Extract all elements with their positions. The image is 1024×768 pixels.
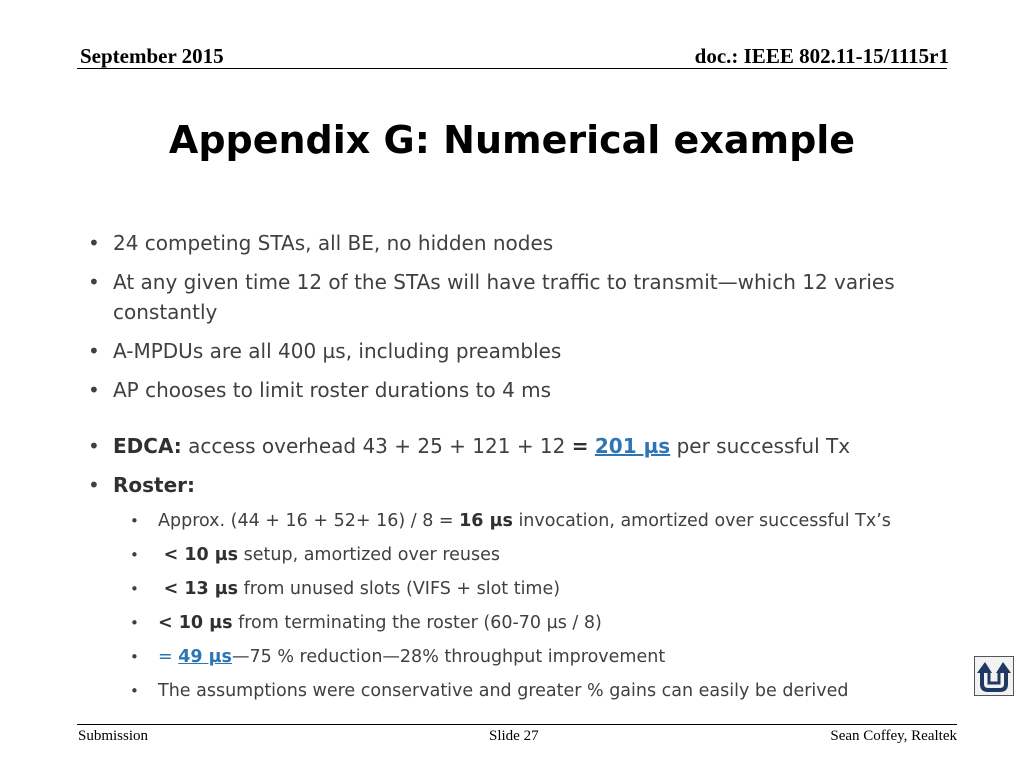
edca-text: access overhead 43 + 25 + 121 + 12	[181, 434, 572, 458]
bullet-text: At any given time 12 of the STAs will have traffic to transmit—which 12 varies constantly	[113, 270, 895, 324]
bullet-text: AP chooses to limit roster durations to 4 ms	[113, 378, 552, 402]
header-doc-id: doc.: IEEE 802.11-15/1115r1	[694, 44, 949, 68]
roster-subitem: • Approx. (44 + 16 + 52+ 16) / 8 = 16 µs invocation, amortized over successful Tx’s	[130, 511, 891, 531]
roster-subitem-value: < 10 µs	[163, 545, 239, 565]
edca-label: EDCA:	[113, 434, 182, 458]
return-arrow-icon	[975, 657, 1013, 695]
footer-author: Sean Coffey, Realtek	[830, 728, 957, 744]
slide-title: Appendix G: Numerical example	[168, 118, 856, 162]
roster-subitem: • = 49 µs—75 % reduction—28% throughput improvement	[130, 647, 666, 667]
edca-tail: per successful Tx	[670, 434, 851, 458]
roster-subitem-text: —75 % reduction—28% throughput improvement	[231, 647, 666, 667]
roster-subitem-text: from terminating the roster (60-70 µs / 8)	[232, 613, 602, 633]
bullet-text: 24 competing STAs, all BE, no hidden nodes	[113, 231, 554, 255]
roster-subitem-text: Approx. (44 + 16 + 52+ 16) / 8 =	[158, 511, 460, 531]
roster-subitem: • < 10 µs from terminating the roster (60-70 µs / 8)	[130, 613, 602, 633]
footer-divider	[77, 724, 957, 725]
edca-equals: =	[571, 434, 589, 458]
roster-result-link[interactable]: 49 µs	[178, 647, 232, 667]
roster-subitem: • < 10 µs setup, amortized over reuses	[130, 545, 500, 565]
bullet-item: • AP chooses to limit roster durations to 4 ms	[88, 378, 552, 402]
header-divider	[77, 68, 947, 69]
header-date: September 2015	[80, 44, 224, 68]
bullet-item: • 24 competing STAs, all BE, no hidden nodes	[88, 231, 554, 255]
footer-slide-number: Slide 27	[489, 728, 539, 744]
bullet-item: • A-MPDUs are all 400 µs, including preambles	[88, 339, 562, 363]
roster-subitem-text: from unused slots (VIFS + slot time)	[238, 579, 561, 599]
roster-subitem-value: < 10 µs	[158, 613, 233, 633]
edca-bullet: • EDCA: access overhead 43 + 25 + 121 + 12 = 201 µs per successful Tx	[88, 434, 851, 458]
bullet-text: A-MPDUs are all 400 µs, including preambles	[113, 339, 562, 363]
roster-subitem-text: setup, amortized over reuses	[238, 545, 500, 565]
roster-bullet: • Roster:	[88, 473, 196, 497]
roster-subitem-text: invocation, amortized over successful Tx’s	[512, 511, 891, 531]
footer-submission: Submission	[78, 728, 149, 744]
edca-value-link[interactable]: 201 µs	[594, 434, 671, 458]
return-button[interactable]	[974, 656, 1014, 696]
roster-label: Roster:	[113, 473, 196, 497]
roster-subitem-value: 16 µs	[459, 511, 513, 531]
roster-subitem: • The assumptions were conservative and greater % gains can easily be derived	[130, 681, 849, 701]
roster-subitem-equals: =	[158, 647, 179, 667]
bullet-list	[88, 228, 948, 713]
roster-subitem-value: < 13 µs	[163, 579, 239, 599]
bullet-item: • At any given time 12 of the STAs will have traffic to transmit—which 12 varies constantly	[88, 270, 895, 324]
roster-subitem: • < 13 µs from unused slots (VIFS + slot time)	[130, 579, 561, 599]
roster-subitem-text: The assumptions were conservative and greater % gains can easily be derived	[158, 681, 849, 701]
